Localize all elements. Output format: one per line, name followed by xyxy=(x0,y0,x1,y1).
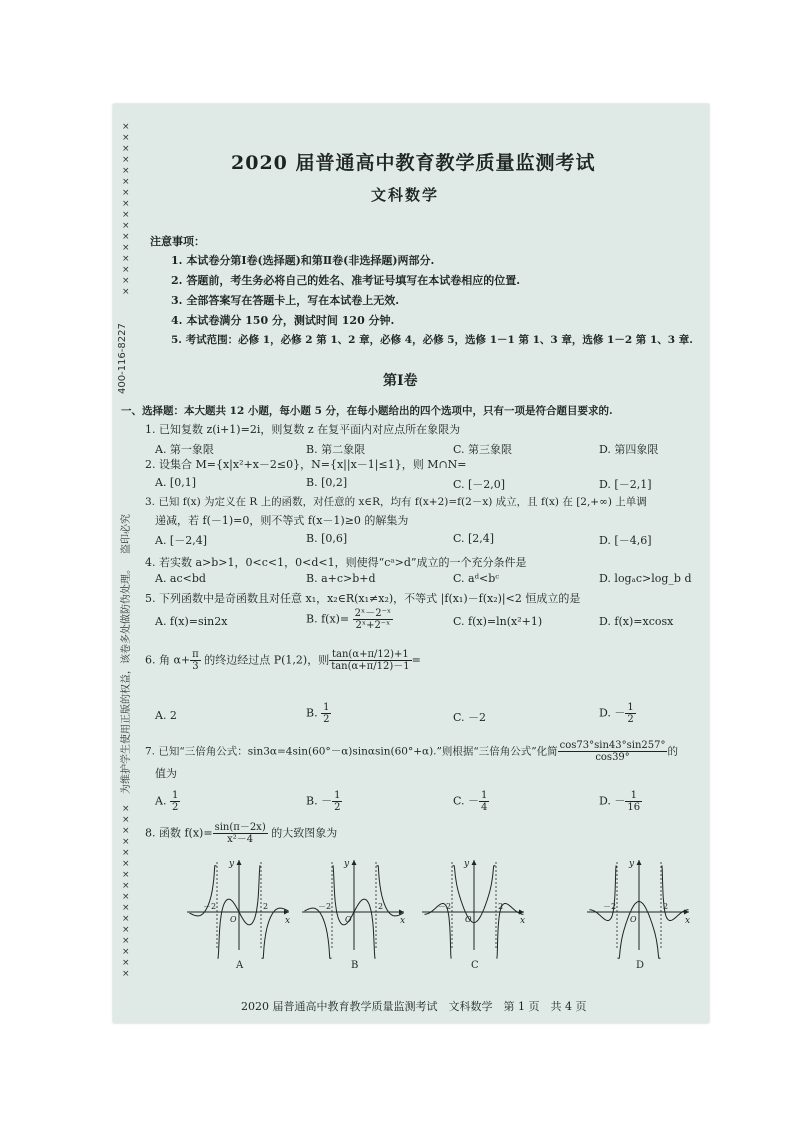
q5-option-b-fraction xyxy=(353,608,393,631)
q6-pi3-den: 3 xyxy=(192,661,199,672)
exam-subject: 文科数学 xyxy=(371,186,440,204)
y-arrow xyxy=(352,860,357,865)
tick-label-pos: 2 xyxy=(263,902,269,911)
q4-option-b: B. a+c>b+d xyxy=(306,572,376,585)
q7-option-d xyxy=(599,790,642,813)
q6-option-a: A. 2 xyxy=(155,709,177,722)
cross-column-top: ×××××××××××××××× xyxy=(122,122,130,297)
y-arrow xyxy=(237,860,242,865)
q3-option-a: A. [－2,4] xyxy=(155,534,208,547)
axis-label-y: y xyxy=(464,859,470,869)
tick-label-pos: 2 xyxy=(498,902,504,911)
y-arrow xyxy=(637,860,642,865)
q7-b-num: 1 xyxy=(334,790,341,801)
notice-item-1: 1. 本试卷分第Ⅰ卷(选择题)和第Ⅱ卷(非选择题)两部分. xyxy=(171,254,435,267)
q8-expr-num: sin(π－2x) xyxy=(214,822,266,833)
q7-b-label: B. － xyxy=(306,794,333,808)
axis-label-y: y xyxy=(629,859,635,869)
q7-d-fraction xyxy=(625,790,642,813)
q5-b-denominator: 2ˣ+2⁻ˣ xyxy=(355,620,391,631)
q5-option-b xyxy=(306,608,393,631)
notice-item-4: 4. 本试卷满分 150 分，测试时间 120 分钟. xyxy=(171,314,395,327)
q1-option-a: A. 第一象限 xyxy=(155,443,214,456)
q6-b-num: 1 xyxy=(323,702,330,713)
q7-b-den: 2 xyxy=(334,802,341,813)
q7-expr-num: cos73°sin43°sin257° xyxy=(559,740,666,751)
q1-option-c: C. 第三象限 xyxy=(453,443,513,456)
anti-piracy-note: 为维护学生使用正版的权益，该卷多处做防伪处理。 xyxy=(121,564,132,794)
q6-d-num: 1 xyxy=(627,702,634,713)
notice-heading: 注意事项： xyxy=(150,235,205,248)
notice-item-5: 5. 考试范围：必修 1，必修 2 第 1、2 章，必修 4，必修 5，选修 1－1 第 1、3 章，选修 1－2 第 1、3 章. xyxy=(171,334,693,346)
q6-equals: = xyxy=(411,653,421,667)
q7-option-c xyxy=(453,790,489,813)
notice-item-3: 3. 全部答案写在答题卡上，写在本试卷上无效. xyxy=(171,294,400,307)
q2-option-d: D. [－2,1] xyxy=(599,478,652,491)
origin-label: O xyxy=(630,915,637,924)
q3-stem: 3. 已知 f(x) 为定义在 R 上的函数，对任意的 x∈R，均有 f(x+2)=f(2－x) 成立，且 f(x) 在 [2,+∞) 上单调 xyxy=(145,496,647,508)
q6-stem xyxy=(145,649,421,672)
q6-option-d-label: D. － xyxy=(599,706,626,720)
q3-option-c: C. [2,4] xyxy=(453,532,495,545)
q1-stem: 1. 已知复数 z(i+1)=2i，则复数 z 在复平面内对应点所在象限为 xyxy=(145,423,461,436)
graph-option-label: C xyxy=(471,960,479,971)
tick-label-pos: 2 xyxy=(378,902,384,911)
q8-stem-pre: 8. 函数 f(x)= xyxy=(145,826,213,840)
q4-option-c: C. aᵈ<bᶜ xyxy=(453,572,500,585)
tick-label-neg: －2 xyxy=(603,902,617,911)
exam-sheet xyxy=(113,104,709,1023)
graph-option-label: B xyxy=(351,960,359,971)
q8-graph-d xyxy=(583,854,695,972)
notice-item-2: 2. 答题前，考生务必将自己的姓名、准考证号填写在本试卷相应的位置. xyxy=(171,274,521,287)
q5-option-a: A. f(x)=sin2x xyxy=(155,615,228,628)
q2-option-b: B. [0,2] xyxy=(306,476,348,489)
q3-option-d: D. [－4,6] xyxy=(599,534,652,547)
q3-stem-line2: 递减，若 f(－1)=0，则不等式 f(x－1)≥0 的解集为 xyxy=(155,514,409,527)
cross-column-bottom: ×××××××××××××××× xyxy=(122,804,130,979)
q7-a-num: 1 xyxy=(171,790,179,801)
q7-option-a xyxy=(155,790,180,813)
origin-label: O xyxy=(230,915,237,924)
q6-expr-num: tan(α+π/12)+1 xyxy=(329,649,411,661)
q7-stem-line2: 值为 xyxy=(155,767,177,780)
axis-label-y: y xyxy=(344,859,350,869)
origin-label: O xyxy=(465,915,472,924)
q7-d-label: D. － xyxy=(599,794,626,808)
q7-c-num: 1 xyxy=(481,790,488,801)
q7-stem xyxy=(145,740,678,763)
q8-stem xyxy=(145,822,337,845)
tick-label-neg: －2 xyxy=(438,902,452,911)
axis-label-y: y xyxy=(229,859,235,869)
q8-graph-c xyxy=(418,854,530,972)
q5-option-d: D. f(x)=xcosx xyxy=(599,615,674,628)
q1-option-d: D. 第四象限 xyxy=(599,443,659,456)
q4-option-d: D. logₐc>log_b d xyxy=(599,572,692,585)
binding-margin xyxy=(113,104,137,1023)
q5-option-b-label: B. f(x)= xyxy=(306,612,350,626)
q6-option-b xyxy=(306,702,331,725)
q7-b-fraction xyxy=(332,790,342,813)
q7-option-b xyxy=(306,790,342,813)
q5-stem: 5. 下列函数中是奇函数且对任意 x₁，x₂∈R(x₁≠x₂)，不等式 |f(x₁)－f(x₂)|<2 恒成立的是 xyxy=(145,592,581,605)
q8-expr-den: x²－4 xyxy=(227,834,254,845)
tick-label-pos: 2 xyxy=(663,902,669,911)
q6-stem-pre: 6. 角 α+ xyxy=(145,653,191,667)
axis-label-x: x xyxy=(685,916,691,926)
q2-stem: 2. 设集合 M={x|x²+x－2≤0}，N={x||x－1|≤1}，则 M∩N= xyxy=(145,458,467,471)
q5-option-c: C. f(x)=ln(x²+1) xyxy=(453,615,543,628)
q6-d-den: 2 xyxy=(627,714,634,725)
y-arrow xyxy=(472,860,477,865)
q7-a-den: 2 xyxy=(171,802,179,813)
section-title: 第Ⅰ卷 xyxy=(383,373,418,389)
q7-d-den: 16 xyxy=(627,802,641,813)
q6-option-d-fraction xyxy=(625,702,635,725)
q6-stem-mid: 的终边经过点 P(1,2)，则 xyxy=(200,653,330,667)
q6-pi3-num: π xyxy=(192,649,199,660)
page-footer: 2020 届普通高中教育教学质量监测考试 文科数学 第 1 页 共 4 页 xyxy=(241,1000,587,1013)
q6-expr-den: tan(α+π/12)－1 xyxy=(331,661,410,672)
q8-function-fraction xyxy=(213,822,268,845)
q5-b-numerator: 2ˣ－2⁻ˣ xyxy=(354,608,392,619)
q8-graph-a xyxy=(183,854,295,972)
q7-expression xyxy=(558,740,668,763)
q6-option-b-label: B. xyxy=(306,706,322,720)
q7-d-num: 1 xyxy=(625,790,642,802)
q7-tail: 的 xyxy=(667,745,678,758)
q7-stem-text: 7. 已知“三倍角公式：sin3α=4sin(60°－α)sinαsin(60°+α).”则根据“三倍角公式”化简 xyxy=(145,745,558,758)
q8-stem-post: 的大致图象为 xyxy=(267,826,338,840)
q6-option-b-fraction xyxy=(321,702,331,725)
q2-option-a: A. [0,1] xyxy=(155,476,197,489)
q6-expression xyxy=(329,649,411,672)
q6-option-d xyxy=(599,702,636,725)
q6-pi-over-3 xyxy=(190,649,201,672)
tick-label-neg: －2 xyxy=(203,902,217,911)
graph-option-label: A xyxy=(236,960,244,971)
q1-option-b: B. 第二象限 xyxy=(306,443,366,456)
axis-label-x: x xyxy=(520,916,526,926)
q8-graph-b xyxy=(298,854,410,972)
exam-title: 2020 届普通高中教育教学质量监测考试 xyxy=(231,152,596,174)
q7-expr-den: cos39° xyxy=(595,752,630,763)
q3-option-b: B. [0,6] xyxy=(306,532,348,545)
q7-c-label: C. － xyxy=(453,794,480,808)
q4-stem: 4. 若实数 a>b>1，0<c<1，0<d<1，则使得“cᵃ>d”成立的一个充分条件是 xyxy=(145,556,527,569)
q4-option-a: A. ac<bd xyxy=(155,572,206,585)
section-instruction: 一、选择题：本大题共 12 小题，每小题 5 分，在每小题给出的四个选项中，只有一项是符合题目要求的. xyxy=(121,405,613,417)
q7-a-fraction xyxy=(170,790,180,813)
q7-c-fraction xyxy=(479,790,489,813)
tick-label-neg: －2 xyxy=(318,902,332,911)
curve xyxy=(305,908,332,958)
q6-option-c: C. －2 xyxy=(453,711,487,724)
axis-label-x: x xyxy=(400,916,406,926)
axis-label-x: x xyxy=(285,916,291,926)
origin-label: O xyxy=(345,915,352,924)
phone-number: 400-116-8227 xyxy=(117,323,128,394)
anti-piracy-note-short: 盗印必究 xyxy=(121,514,132,554)
q7-c-den: 4 xyxy=(481,802,488,813)
q6-b-den: 2 xyxy=(323,714,330,725)
q2-option-c: C. [－2,0] xyxy=(453,478,506,491)
graph-option-label: D xyxy=(636,960,645,971)
q7-a-label: A. xyxy=(155,794,170,808)
